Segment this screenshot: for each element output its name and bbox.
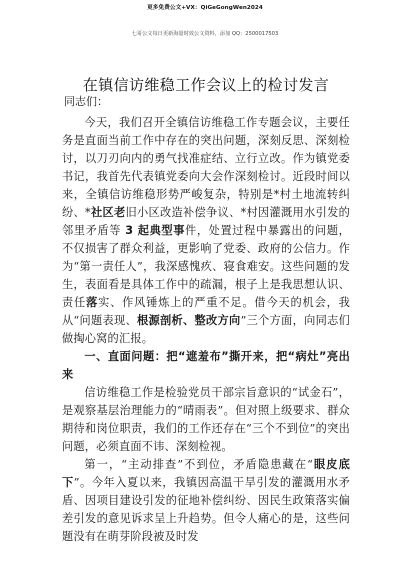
section-heading-1: 一、直面问题：把“遮羞布”撕开来，把“病灶”亮出来	[62, 350, 350, 381]
intro-bold-3: 落	[86, 296, 99, 309]
intro-bold-1: 社区老	[90, 206, 126, 219]
source-notice: 七哥公文每日更新海量时效公文资料，添加 QQ：2500017503	[131, 31, 279, 37]
p3-bold: 眼皮底下	[62, 458, 350, 489]
paragraph-3	[62, 456, 350, 546]
paragraph-2: 信访维稳工作是检验党员干部宗旨意识的“试金石”，是观察基层治理能力的“晴雨表”。但对照上级要求、群众期待和岗位职责，我们的工作还存在“三个不到位”的突出问题，必须直面不讳、深刻检视。	[62, 386, 350, 453]
paragraph-intro	[62, 114, 350, 348]
intro-bold-2: 3 起典型事	[125, 224, 186, 237]
document-title: 在镇信访维稳工作会议上的检讨发言	[82, 76, 330, 94]
intro-text-a: 今天，我们召开全镇信访维稳工作专题会议，主要任务是直面当前工作中存在的突出问题，深刻反思、深刻检讨，以刀刃向内的勇气找准症结、立行立改。作为镇党委书记，我首先代表镇党委向大会作深刻检讨。近段时间以来，全镇信访维稳形势严峻复杂，特别是*村土地流转纠纷、*	[62, 116, 350, 219]
salutation: 同志们：	[64, 95, 108, 108]
intro-text-e: 实、作风锤炼上的严重不足。借今天的机会，我从“问题表现、	[62, 296, 351, 327]
p3-text-a: 第一，“主动排查”不到位，矛盾隐患藏在“	[84, 458, 314, 471]
intro-text-f: ”三个方面，向同志们做掏心窝的汇报。	[62, 314, 350, 345]
document-page	[62, 76, 350, 546]
p3-text-c: ”。今年入夏以来，我镇因高温干旱引发的灌溉用水矛盾、因项目建设引发的征地补偿纠纷、因民生政策落实偏差引发的意见诉求呈上升趋势。但令人痛心的是，这些问题没有在萌芽阶段被及时发	[62, 476, 350, 543]
intro-text-c: 旧小区改造补偿争议、*村因灌溉用水引发的邻里矛盾等	[62, 206, 350, 237]
watermark-banner: 更多免费公文+VX：QiGeGongWen2024	[147, 5, 263, 11]
intro-bold-4: 根源剖析、整改方向	[137, 314, 241, 327]
intro-text-d: 件，处置过程中暴露出的问题，不仅损害了群众利益，更影响了党委、政府的公信力。作为“第一责任人”，我深感愧疚、寝食难安。这些问题的发生，表面看是具体工作中的疏漏，根子上是我思想认识、责任	[62, 224, 350, 309]
